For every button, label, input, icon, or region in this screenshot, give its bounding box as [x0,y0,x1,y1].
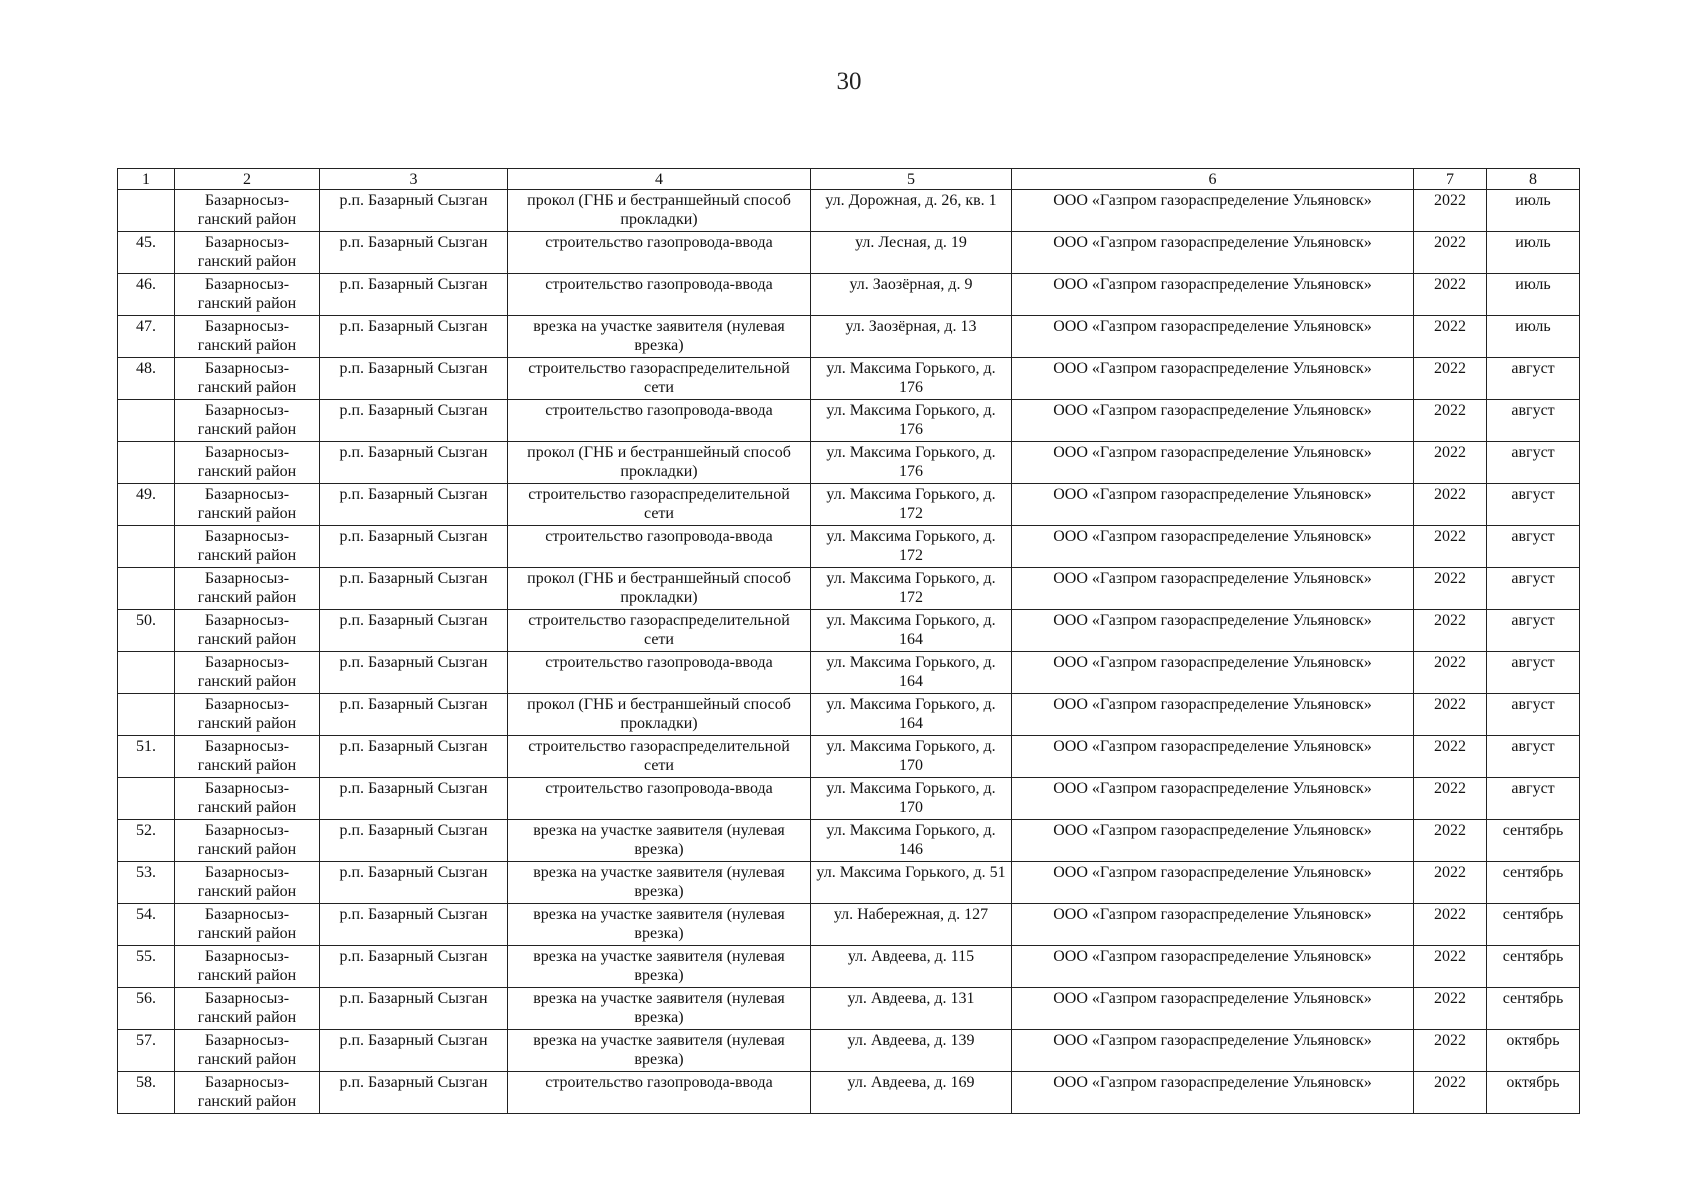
work-type-cell: строительство газопровода-ввода [508,274,811,316]
organization-cell: ООО «Газпром газораспределение Ульяновск» [1012,1030,1414,1072]
organization-cell: ООО «Газпром газораспределение Ульяновск» [1012,862,1414,904]
work-type-cell: строительство газораспределительной сети [508,484,811,526]
item-number: 52. [118,820,175,862]
settlement-cell: р.п. Базарный Сызган [320,862,508,904]
address-cell: ул. Заозёрная, д. 13 [811,316,1012,358]
settlement-cell: р.п. Базарный Сызган [320,442,508,484]
header-row [118,169,1580,190]
table-row [118,988,1580,1030]
table-row [118,400,1580,442]
table-row [118,358,1580,400]
settlement-cell: р.п. Базарный Сызган [320,400,508,442]
year-cell: 2022 [1414,442,1487,484]
work-type-cell: врезка на участке заявителя (нулевая врезка) [508,946,811,988]
settlement-cell: р.п. Базарный Сызган [320,610,508,652]
table-row [118,694,1580,736]
district-cell: Базарносыз-ганский район [175,610,320,652]
work-type-cell: прокол (ГНБ и бестраншейный способ прокладки) [508,442,811,484]
year-cell: 2022 [1414,274,1487,316]
organization-cell: ООО «Газпром газораспределение Ульяновск» [1012,442,1414,484]
district-cell: Базарносыз-ганский район [175,988,320,1030]
organization-cell: ООО «Газпром газораспределение Ульяновск» [1012,526,1414,568]
district-cell: Базарносыз-ганский район [175,1030,320,1072]
address-cell: ул. Максима Горького, д. 172 [811,568,1012,610]
year-cell: 2022 [1414,862,1487,904]
table-row [118,442,1580,484]
settlement-cell: р.п. Базарный Сызган [320,652,508,694]
year-cell: 2022 [1414,820,1487,862]
address-cell: ул. Максима Горького, д. 172 [811,526,1012,568]
district-cell: Базарносыз-ганский район [175,694,320,736]
year-cell: 2022 [1414,190,1487,232]
district-cell: Базарносыз-ганский район [175,484,320,526]
year-cell: 2022 [1414,484,1487,526]
year-cell: 2022 [1414,1030,1487,1072]
item-number: 55. [118,946,175,988]
item-number [118,778,175,820]
district-cell: Базарносыз-ганский район [175,904,320,946]
year-cell: 2022 [1414,694,1487,736]
district-cell: Базарносыз-ганский район [175,736,320,778]
district-cell: Базарносыз-ганский район [175,190,320,232]
address-cell: ул. Максима Горького, д. 51 [811,862,1012,904]
year-cell: 2022 [1414,400,1487,442]
settlement-cell: р.п. Базарный Сызган [320,1030,508,1072]
district-cell: Базарносыз-ганский район [175,526,320,568]
item-number: 49. [118,484,175,526]
item-number: 53. [118,862,175,904]
settlement-cell: р.п. Базарный Сызган [320,946,508,988]
work-type-cell: врезка на участке заявителя (нулевая врезка) [508,316,811,358]
table-row [118,1072,1580,1114]
organization-cell: ООО «Газпром газораспределение Ульяновск» [1012,400,1414,442]
district-cell: Базарносыз-ганский район [175,652,320,694]
work-type-cell: строительство газопровода-ввода [508,1072,811,1114]
work-type-cell: строительство газораспределительной сети [508,610,811,652]
column-header: 6 [1012,169,1414,190]
address-cell: ул. Максима Горького, д. 146 [811,820,1012,862]
month-cell: октябрь [1487,1072,1580,1114]
organization-cell: ООО «Газпром газораспределение Ульяновск» [1012,820,1414,862]
month-cell: июль [1487,232,1580,274]
address-cell: ул. Максима Горького, д. 176 [811,400,1012,442]
organization-cell: ООО «Газпром газораспределение Ульяновск» [1012,988,1414,1030]
year-cell: 2022 [1414,610,1487,652]
settlement-cell: р.п. Базарный Сызган [320,484,508,526]
month-cell: август [1487,358,1580,400]
year-cell: 2022 [1414,358,1487,400]
table-row [118,1030,1580,1072]
work-type-cell: врезка на участке заявителя (нулевая врезка) [508,820,811,862]
column-header: 7 [1414,169,1487,190]
address-cell: ул. Авдеева, д. 169 [811,1072,1012,1114]
month-cell: сентябрь [1487,820,1580,862]
settlement-cell: р.п. Базарный Сызган [320,988,508,1030]
item-number: 54. [118,904,175,946]
item-number: 48. [118,358,175,400]
page-number: 30 [836,68,862,95]
year-cell: 2022 [1414,904,1487,946]
work-type-cell: прокол (ГНБ и бестраншейный способ прокладки) [508,568,811,610]
address-cell: ул. Максима Горького, д. 170 [811,736,1012,778]
month-cell: август [1487,568,1580,610]
settlement-cell: р.п. Базарный Сызган [320,316,508,358]
organization-cell: ООО «Газпром газораспределение Ульяновск» [1012,736,1414,778]
district-cell: Базарносыз-ганский район [175,946,320,988]
work-type-cell: строительство газопровода-ввода [508,652,811,694]
table-row [118,232,1580,274]
table-row [118,946,1580,988]
table-row [118,484,1580,526]
district-cell: Базарносыз-ганский район [175,274,320,316]
work-type-cell: строительство газопровода-ввода [508,778,811,820]
settlement-cell: р.п. Базарный Сызган [320,778,508,820]
organization-cell: ООО «Газпром газораспределение Ульяновск» [1012,610,1414,652]
year-cell: 2022 [1414,736,1487,778]
month-cell: август [1487,442,1580,484]
table-row [118,568,1580,610]
column-header: 2 [175,169,320,190]
gasification-schedule-table [117,168,1580,1114]
organization-cell: ООО «Газпром газораспределение Ульяновск» [1012,1072,1414,1114]
address-cell: ул. Максима Горького, д. 176 [811,442,1012,484]
work-type-cell: строительство газопровода-ввода [508,232,811,274]
table-row [118,610,1580,652]
district-cell: Базарносыз-ганский район [175,316,320,358]
district-cell: Базарносыз-ганский район [175,568,320,610]
table-row [118,862,1580,904]
year-cell: 2022 [1414,778,1487,820]
month-cell: август [1487,484,1580,526]
column-header: 1 [118,169,175,190]
item-number [118,526,175,568]
month-cell: август [1487,652,1580,694]
table-row [118,526,1580,568]
month-cell: июль [1487,316,1580,358]
month-cell: август [1487,736,1580,778]
month-cell: июль [1487,274,1580,316]
district-cell: Базарносыз-ганский район [175,778,320,820]
column-header: 5 [811,169,1012,190]
settlement-cell: р.п. Базарный Сызган [320,1072,508,1114]
work-type-cell: врезка на участке заявителя (нулевая врезка) [508,862,811,904]
item-number [118,190,175,232]
settlement-cell: р.п. Базарный Сызган [320,358,508,400]
item-number: 46. [118,274,175,316]
work-type-cell: строительство газораспределительной сети [508,736,811,778]
month-cell: сентябрь [1487,988,1580,1030]
organization-cell: ООО «Газпром газораспределение Ульяновск» [1012,274,1414,316]
address-cell: ул. Максима Горького, д. 164 [811,694,1012,736]
year-cell: 2022 [1414,568,1487,610]
month-cell: август [1487,778,1580,820]
month-cell: сентябрь [1487,862,1580,904]
district-cell: Базарносыз-ганский район [175,358,320,400]
table-row [118,190,1580,232]
work-type-cell: врезка на участке заявителя (нулевая врезка) [508,1030,811,1072]
work-type-cell: строительство газопровода-ввода [508,526,811,568]
settlement-cell: р.п. Базарный Сызган [320,820,508,862]
organization-cell: ООО «Газпром газораспределение Ульяновск» [1012,778,1414,820]
table-row [118,652,1580,694]
settlement-cell: р.п. Базарный Сызган [320,568,508,610]
district-cell: Базарносыз-ганский район [175,400,320,442]
district-cell: Базарносыз-ганский район [175,820,320,862]
work-type-cell: прокол (ГНБ и бестраншейный способ прокладки) [508,190,811,232]
item-number [118,694,175,736]
month-cell: сентябрь [1487,946,1580,988]
item-number: 57. [118,1030,175,1072]
item-number: 51. [118,736,175,778]
settlement-cell: р.п. Базарный Сызган [320,904,508,946]
address-cell: ул. Авдеева, д. 115 [811,946,1012,988]
address-cell: ул. Лесная, д. 19 [811,232,1012,274]
address-cell: ул. Максима Горького, д. 170 [811,778,1012,820]
address-cell: ул. Максима Горького, д. 176 [811,358,1012,400]
item-number: 58. [118,1072,175,1114]
settlement-cell: р.п. Базарный Сызган [320,190,508,232]
address-cell: ул. Заозёрная, д. 9 [811,274,1012,316]
organization-cell: ООО «Газпром газораспределение Ульяновск» [1012,694,1414,736]
organization-cell: ООО «Газпром газораспределение Ульяновск» [1012,190,1414,232]
month-cell: сентябрь [1487,904,1580,946]
year-cell: 2022 [1414,988,1487,1030]
item-number [118,442,175,484]
organization-cell: ООО «Газпром газораспределение Ульяновск» [1012,904,1414,946]
month-cell: август [1487,610,1580,652]
item-number: 56. [118,988,175,1030]
table-row [118,274,1580,316]
address-cell: ул. Дорожная, д. 26, кв. 1 [811,190,1012,232]
organization-cell: ООО «Газпром газораспределение Ульяновск» [1012,316,1414,358]
year-cell: 2022 [1414,316,1487,358]
organization-cell: ООО «Газпром газораспределение Ульяновск» [1012,484,1414,526]
table-row [118,778,1580,820]
month-cell: октябрь [1487,1030,1580,1072]
settlement-cell: р.п. Базарный Сызган [320,736,508,778]
address-cell: ул. Авдеева, д. 139 [811,1030,1012,1072]
work-type-cell: прокол (ГНБ и бестраншейный способ прокладки) [508,694,811,736]
item-number [118,568,175,610]
year-cell: 2022 [1414,526,1487,568]
address-cell: ул. Максима Горького, д. 164 [811,652,1012,694]
table-row [118,316,1580,358]
settlement-cell: р.п. Базарный Сызган [320,232,508,274]
month-cell: июль [1487,190,1580,232]
work-type-cell: строительство газопровода-ввода [508,400,811,442]
table-row [118,736,1580,778]
district-cell: Базарносыз-ганский район [175,442,320,484]
organization-cell: ООО «Газпром газораспределение Ульяновск» [1012,232,1414,274]
organization-cell: ООО «Газпром газораспределение Ульяновск» [1012,358,1414,400]
year-cell: 2022 [1414,232,1487,274]
item-number: 47. [118,316,175,358]
column-header: 3 [320,169,508,190]
work-type-cell: врезка на участке заявителя (нулевая врезка) [508,904,811,946]
column-header: 8 [1487,169,1580,190]
month-cell: август [1487,526,1580,568]
district-cell: Базарносыз-ганский район [175,862,320,904]
district-cell: Базарносыз-ганский район [175,232,320,274]
month-cell: август [1487,694,1580,736]
work-type-cell: врезка на участке заявителя (нулевая врезка) [508,988,811,1030]
organization-cell: ООО «Газпром газораспределение Ульяновск» [1012,946,1414,988]
item-number [118,652,175,694]
year-cell: 2022 [1414,1072,1487,1114]
year-cell: 2022 [1414,652,1487,694]
table-body [118,190,1580,1114]
settlement-cell: р.п. Базарный Сызган [320,526,508,568]
year-cell: 2022 [1414,946,1487,988]
month-cell: август [1487,400,1580,442]
table-row [118,904,1580,946]
work-type-cell: строительство газораспределительной сети [508,358,811,400]
address-cell: ул. Максима Горького, д. 172 [811,484,1012,526]
table-row [118,820,1580,862]
settlement-cell: р.п. Базарный Сызган [320,694,508,736]
item-number [118,400,175,442]
organization-cell: ООО «Газпром газораспределение Ульяновск» [1012,568,1414,610]
address-cell: ул. Набережная, д. 127 [811,904,1012,946]
address-cell: ул. Максима Горького, д. 164 [811,610,1012,652]
settlement-cell: р.п. Базарный Сызган [320,274,508,316]
district-cell: Базарносыз-ганский район [175,1072,320,1114]
column-header: 4 [508,169,811,190]
organization-cell: ООО «Газпром газораспределение Ульяновск» [1012,652,1414,694]
item-number: 45. [118,232,175,274]
item-number: 50. [118,610,175,652]
address-cell: ул. Авдеева, д. 131 [811,988,1012,1030]
